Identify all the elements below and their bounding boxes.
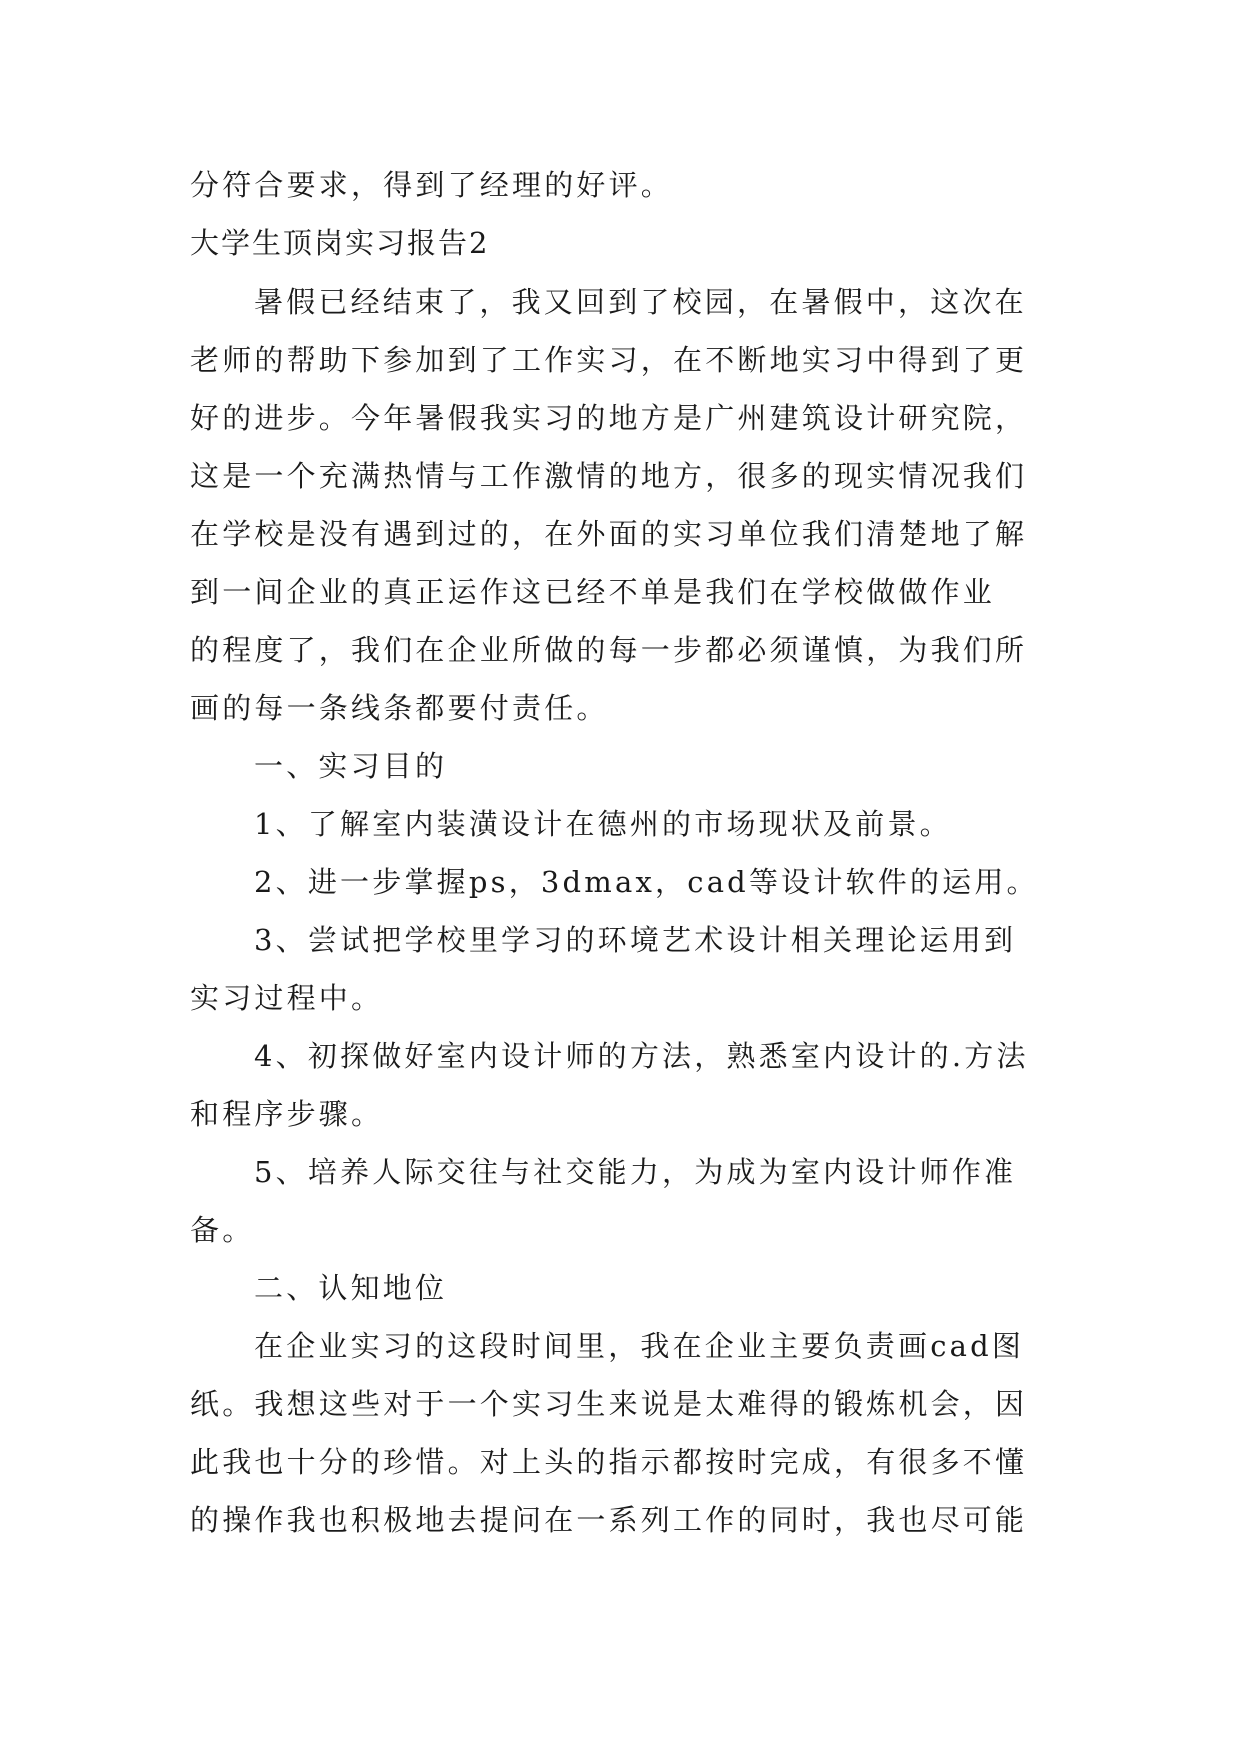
document-body	[190, 156, 1050, 1549]
paragraph-line: 这是一个充满热情与工作激情的地方，很多的现实情况我们	[190, 459, 1028, 493]
list-item: 2、进一步掌握ps，3dmax，cad等设计软件的运用。	[254, 865, 1039, 899]
list-item: 3、尝试把学校里学习的环境艺术设计相关理论运用到	[254, 923, 1017, 957]
list-item-continuation: 实习过程中。	[190, 981, 384, 1015]
paragraph-line: 分符合要求，得到了经理的好评。	[190, 168, 674, 202]
heading-position: 二、认知地位	[254, 1271, 448, 1305]
section-title: 大学生顶岗实习报告2	[190, 226, 490, 260]
paragraph-line: 的程度了，我们在企业所做的每一步都必须谨慎，为我们所	[190, 633, 1028, 667]
paragraph-line: 的操作我也积极地去提问在一系列工作的同时，我也尽可能	[190, 1503, 1028, 1537]
list-item: 5、培养人际交往与社交能力，为成为室内设计师作准	[254, 1155, 1017, 1189]
paragraph-line: 到一间企业的真正运作这已经不单是我们在学校做做作业	[190, 575, 996, 609]
list-item: 1、了解室内装潢设计在德州的市场现状及前景。	[254, 807, 952, 841]
list-item: 4、初探做好室内设计师的方法，熟悉室内设计的.方法	[254, 1039, 1029, 1073]
paragraph-line: 暑假已经结束了，我又回到了校园，在暑假中，这次在	[254, 285, 1027, 319]
paragraph-line: 在学校是没有遇到过的，在外面的实习单位我们清楚地了解	[190, 517, 1028, 551]
list-item-continuation: 和程序步骤。	[190, 1097, 384, 1131]
paragraph-line: 纸。我想这些对于一个实习生来说是太难得的锻炼机会，因	[190, 1387, 1028, 1421]
paragraph-line: 画的每一条线条都要付责任。	[190, 691, 609, 725]
paragraph-line: 在企业实习的这段时间里，我在企业主要负责画cad图	[254, 1329, 1025, 1363]
paragraph-line: 好的进步。今年暑假我实习的地方是广州建筑设计研究院，	[190, 401, 1028, 435]
paragraph-line: 此我也十分的珍惜。对上头的指示都按时完成，有很多不懂	[190, 1445, 1028, 1479]
heading-purpose: 一、实习目的	[254, 749, 448, 783]
list-item-continuation: 备。	[190, 1213, 255, 1247]
paragraph-line: 老师的帮助下参加到了工作实习，在不断地实习中得到了更	[190, 343, 1028, 377]
